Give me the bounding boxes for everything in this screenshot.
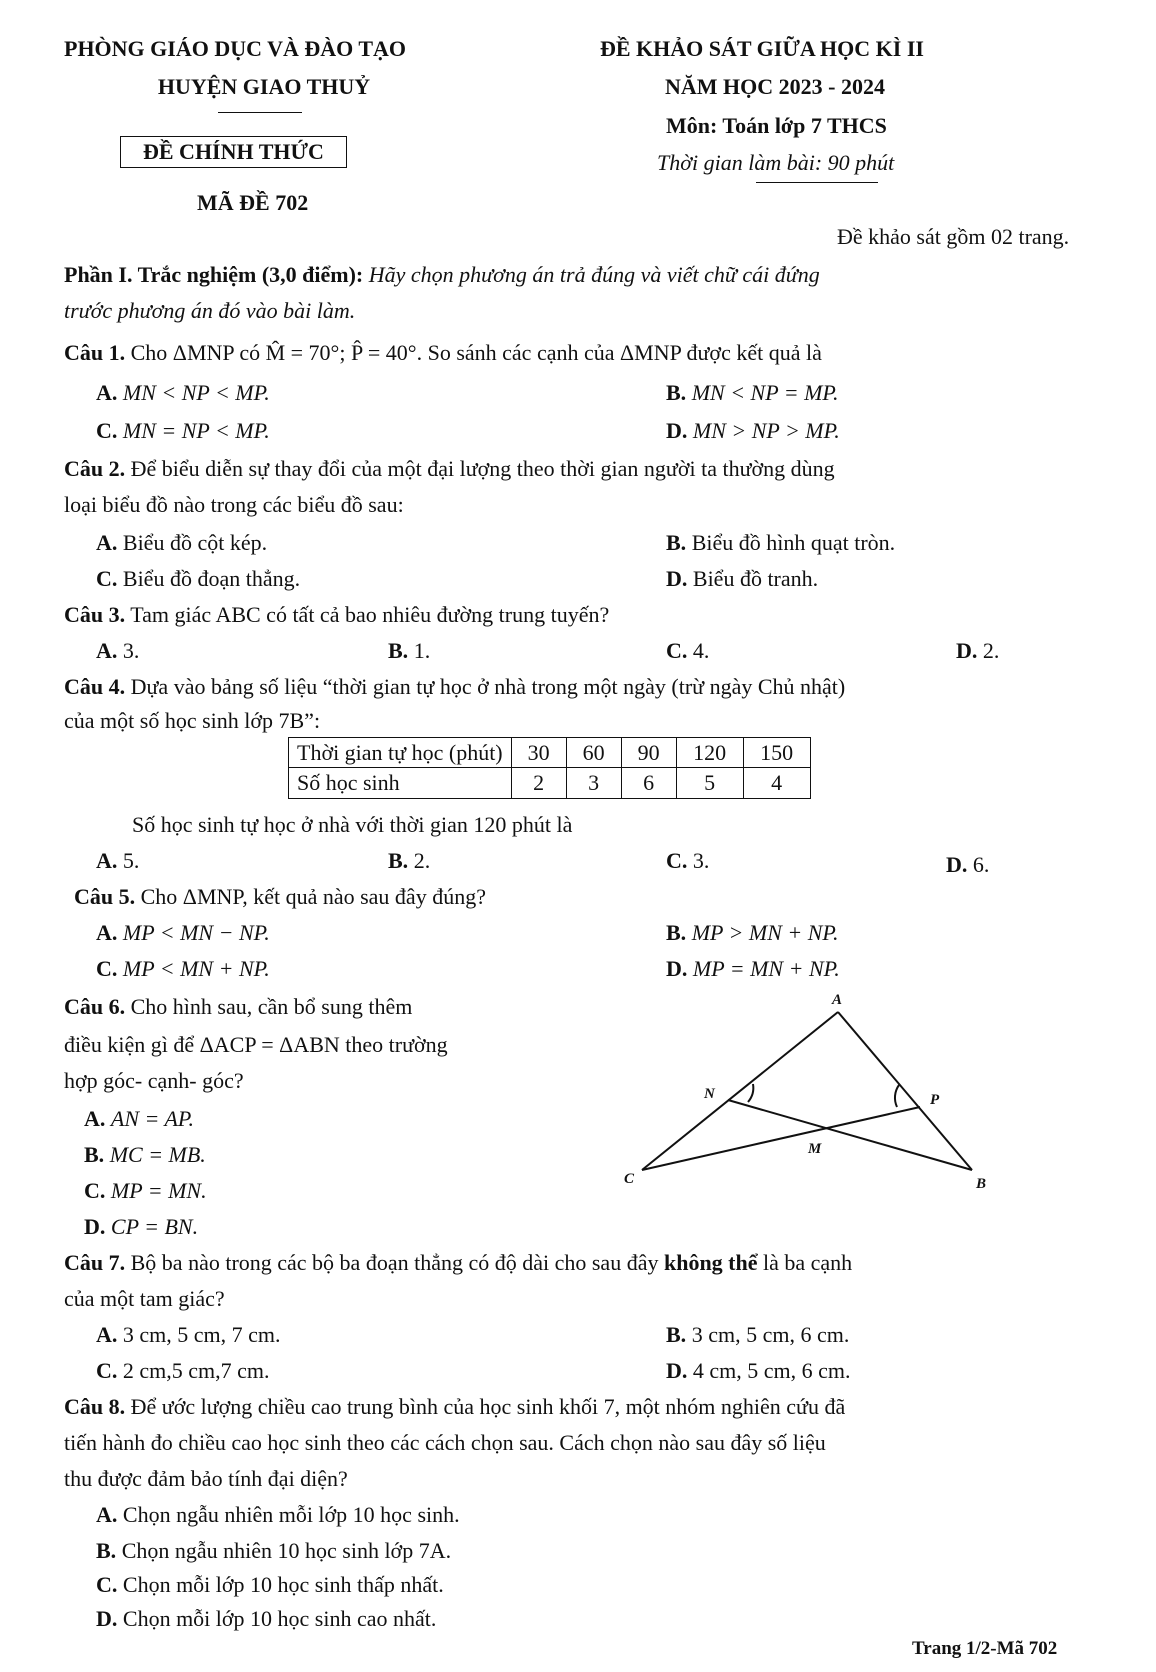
- q3-option-b[interactable]: B. 1.: [388, 638, 431, 663]
- q8-option-c[interactable]: C. Chọn mỗi lớp 10 học sinh thấp nhất.: [96, 1572, 444, 1597]
- q2-option-d[interactable]: D. Biểu đồ tranh.: [666, 566, 819, 591]
- question-8-line2: tiến hành đo chiều cao học sinh theo các cách chọn sau. Cách chọn nào sau đây số liệu: [64, 1430, 826, 1455]
- q6-option-a[interactable]: A. AN = AP.: [84, 1106, 194, 1131]
- table-cell: 5: [676, 768, 743, 798]
- self-study-table: [288, 737, 811, 799]
- q2-option-b[interactable]: B. Biểu đồ hình quạt tròn.: [666, 530, 896, 555]
- question-6-line2: điều kiện gì để ΔACP = ΔABN theo trường: [64, 1032, 448, 1057]
- q5-option-c[interactable]: C. MP < MN + NP.: [96, 956, 270, 981]
- q7-option-b[interactable]: B. 3 cm, 5 cm, 6 cm.: [666, 1322, 850, 1347]
- side-ab: [838, 1012, 972, 1170]
- q2-option-c[interactable]: C. Biểu đồ đoạn thẳng.: [96, 566, 301, 591]
- question-8: Câu 8. Để ước lượng chiều cao trung bình của học sinh khối 7, một nhóm nghiên cứu đã: [64, 1394, 846, 1419]
- q1-option-d[interactable]: D. MN > NP > MP.: [666, 418, 840, 443]
- q4-option-b[interactable]: B. 2.: [388, 848, 431, 873]
- exam-title: ĐỀ KHẢO SÁT GIỮA HỌC KÌ II: [600, 36, 924, 61]
- question-6: Câu 6. Cho hình sau, cần bổ sung thêm: [64, 994, 413, 1019]
- table-cell: 120: [676, 738, 743, 768]
- triangle-figure: [600, 990, 1000, 1190]
- table-cell: 60: [566, 738, 621, 768]
- table-cell-header: Số học sinh: [289, 768, 512, 798]
- q7-option-a[interactable]: A. 3 cm, 5 cm, 7 cm.: [96, 1322, 281, 1347]
- q3-option-d[interactable]: D. 2.: [956, 638, 1000, 663]
- part1-instruction: Hãy chọn phương án trả đúng và viết chữ cái đứng: [368, 262, 820, 287]
- question-7: Câu 7. Bộ ba nào trong các bộ ba đoạn thẳng có độ dài cho sau đây không thể là ba cạnh: [64, 1250, 853, 1275]
- segment-cp: [642, 1107, 920, 1170]
- question-1: [64, 340, 822, 366]
- q4-option-d[interactable]: D. 6.: [946, 852, 990, 877]
- question-6-line3: hợp góc- cạnh- góc?: [64, 1068, 244, 1093]
- q3-option-a[interactable]: A. 3.: [96, 638, 140, 663]
- question-4-line2: của một số học sinh lớp 7B”:: [64, 708, 321, 733]
- q8-option-b[interactable]: B. Chọn ngẫu nhiên 10 học sinh lớp 7A.: [96, 1538, 452, 1563]
- table-cell: 150: [743, 738, 810, 768]
- q7-emphasis: không thể: [663, 1250, 758, 1275]
- q7-option-c[interactable]: C. 2 cm,5 cm,7 cm.: [96, 1358, 270, 1383]
- q8-option-a[interactable]: A. Chọn ngẫu nhiên mỗi lớp 10 học sinh.: [96, 1502, 460, 1527]
- q5-option-d[interactable]: D. MP = MN + NP.: [666, 956, 840, 981]
- question-7-line2: của một tam giác?: [64, 1286, 225, 1311]
- vertex-label-b: B: [976, 1176, 987, 1190]
- header-rule-left: [218, 112, 302, 113]
- angle-arc-n: [748, 1084, 753, 1102]
- q1-label: Câu 1.: [64, 340, 126, 365]
- pages-note: Đề khảo sát gồm 02 trang.: [837, 224, 1070, 249]
- table-cell: 2: [511, 768, 566, 798]
- question-2: Câu 2. Để biểu diễn sự thay đổi của một đại lượng theo thời gian người ta thường dùng: [64, 456, 835, 481]
- time-limit: Thời gian làm bài: 90 phút: [657, 150, 895, 175]
- q6-option-d[interactable]: D. CP = BN.: [84, 1214, 199, 1239]
- q5-option-a[interactable]: A. MP < MN − NP.: [96, 920, 270, 945]
- q7-option-d[interactable]: D. 4 cm, 5 cm, 6 cm.: [666, 1358, 851, 1383]
- table-row: [289, 738, 811, 768]
- district-name: HUYỆN GIAO THUỶ: [157, 74, 371, 99]
- table-cell: 6: [621, 768, 676, 798]
- question-3: Câu 3. Tam giác ABC có tất cả bao nhiêu đường trung tuyến?: [64, 602, 610, 627]
- q3-option-c[interactable]: C. 4.: [666, 638, 710, 663]
- table-cell: 4: [743, 768, 810, 798]
- q4-option-c[interactable]: C. 3.: [666, 848, 710, 873]
- q1-option-b[interactable]: B. MN < NP = MP.: [666, 380, 839, 405]
- vertex-label-n: N: [704, 1086, 715, 1102]
- q4-question: Số học sinh tự học ở nhà với thời gian 120 phút là: [132, 812, 573, 837]
- question-5: Câu 5. Cho ΔMNP, kết quả nào sau đây đúng?: [74, 884, 486, 909]
- q8-option-d[interactable]: D. Chọn mỗi lớp 10 học sinh cao nhất.: [96, 1606, 437, 1631]
- segment-bn: [728, 1100, 972, 1170]
- part1-instruction-2: trước phương án đó vào bài làm.: [64, 298, 356, 323]
- q6-option-c[interactable]: C. MP = MN.: [84, 1178, 207, 1203]
- q6-option-b[interactable]: B. MC = MB.: [84, 1142, 206, 1167]
- subject: Môn: Toán lớp 7 THCS: [666, 113, 887, 138]
- angle-arc-p: [895, 1085, 899, 1107]
- q5-option-b[interactable]: B. MP > MN + NP.: [666, 920, 839, 945]
- vertex-label-p: P: [930, 1092, 940, 1108]
- q1-text: Cho ΔMNP có M̂ = 70°; P̂ = 40°. So sánh các cạnh của ΔMNP được kết quả là: [130, 340, 822, 365]
- q1-option-a[interactable]: A. MN < NP < MP.: [96, 380, 270, 405]
- q1-option-c[interactable]: C. MN = NP < MP.: [96, 418, 270, 443]
- part1-heading: [64, 262, 820, 288]
- dept-name: PHÒNG GIÁO DỤC VÀ ĐÀO TẠO: [64, 36, 407, 61]
- official-stamp: ĐỀ CHÍNH THỨC: [120, 136, 347, 168]
- school-year: NĂM HỌC 2023 - 2024: [665, 74, 885, 99]
- table-cell: 30: [511, 738, 566, 768]
- question-8-line3: thu được đảm bảo tính đại diện?: [64, 1466, 348, 1491]
- table-cell-header: Thời gian tự học (phút): [289, 738, 512, 768]
- page-footer: Trang 1/2-Mã 702: [912, 1638, 1058, 1659]
- question-4: Câu 4. Dựa vào bảng số liệu “thời gian tự học ở nhà trong một ngày (trừ ngày Chủ nhật): [64, 674, 846, 699]
- vertex-label-c: C: [624, 1171, 635, 1187]
- vertex-label-m: M: [808, 1141, 822, 1157]
- table-row: [289, 768, 811, 798]
- part1-title: Phần I. Trắc nghiệm (3,0 điểm):: [64, 262, 364, 287]
- table-cell: 3: [566, 768, 621, 798]
- exam-code: MÃ ĐỀ 702: [197, 190, 309, 215]
- q4-option-a[interactable]: A. 5.: [96, 848, 140, 873]
- vertex-label-a: A: [832, 992, 843, 1008]
- question-2-line2: loại biểu đồ nào trong các biểu đồ sau:: [64, 492, 404, 517]
- header-rule-right: [756, 182, 878, 183]
- table-cell: 90: [621, 738, 676, 768]
- q2-option-a[interactable]: A. Biểu đồ cột kép.: [96, 530, 268, 555]
